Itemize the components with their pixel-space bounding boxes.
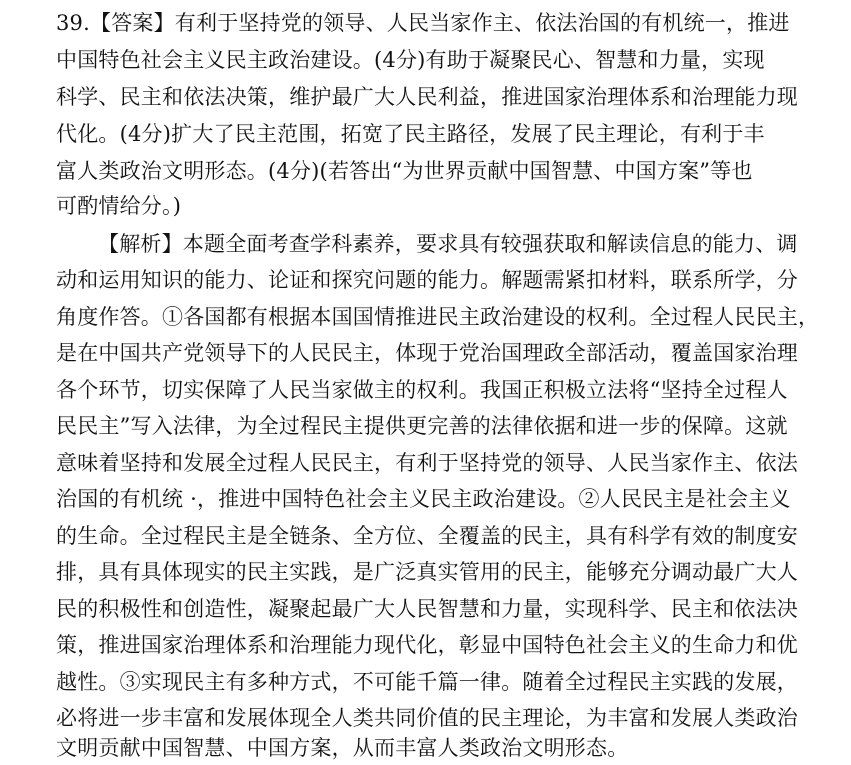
analysis-line: 民民主”写入法律，为全过程民主提供更完善的法律依据和进一步的保障。这就 — [56, 414, 788, 438]
analysis-line: 是在中国共产党领导下的人民民主，体现于党治国理政全部活动，覆盖国家治理 — [56, 341, 798, 365]
answer-line: 富人类政治文明形态。(4分)(若答出“为世界贡献中国智慧、中国方案”等也 — [56, 159, 753, 183]
analysis-line: 各个环节，切实保障了人民当家做主的权利。我国正积极立法将“坚持全过程人 — [56, 378, 788, 402]
analysis-line: 角度作答。①各国都有根据本国国情推进民主政治建设的权利。全过程人民民主， — [56, 305, 820, 329]
analysis-line: 治国的有机统 ·，推进中国特色社会主义民主政治建设。②人民民主是社会主义 — [56, 487, 791, 511]
answer-line: 科学、民主和依法决策，维护最广大人民利益，推进国家治理体系和治理能力现 — [56, 85, 798, 109]
analysis-line: 动和运用知识的能力、论证和探究问题的能力。解题需紧扣材料，联系所学，分 — [56, 268, 798, 292]
answer-line: 代化。(4分)扩大了民主范围，拓宽了民主路径，发展了民主理论，有利于丰 — [56, 122, 765, 146]
analysis-line: 策，推进国家治理体系和治理能力现代化，彰显中国特色社会主义的生命力和优 — [56, 633, 798, 657]
analysis-line: 意味着坚持和发展全过程人民民主，有利于坚持党的领导、人民当家作主、依法 — [56, 451, 798, 475]
analysis-line: 文明贡献中国智慧、中国方案，从而丰富人类政治文明形态。 — [56, 736, 629, 760]
answer-line: 可酌情给分。) — [56, 194, 182, 218]
analysis-line: 民的积极性和创造性，凝聚起最广大人民智慧和力量，实现科学、民主和依法决 — [56, 597, 798, 621]
analysis-line: 的生命。全过程民主是全链条、全方位、全覆盖的民主，具有科学有效的制度安 — [56, 524, 798, 548]
analysis-line: 排，具有具体现实的民主实践，是广泛真实管用的民主，能够充分调动最广大人 — [56, 560, 798, 584]
analysis-line: 【解析】本题全面考查学科素养，要求具有较强获取和解读信息的能力、调 — [98, 232, 798, 256]
answer-line: 39.【答案】有利于坚持党的领导、人民当家作主、依法治国的有机统一，推进 — [56, 11, 790, 35]
analysis-line: 越性。③实现民主有多种方式，不可能千篇一律。随着全过程民主实践的发展， — [56, 670, 798, 694]
answer-line: 中国特色社会主义民主政治建设。(4分)有助于凝聚民心、智慧和力量，实现 — [56, 48, 765, 72]
analysis-line: 必将进一步丰富和发展体现全人类共同价值的民主理论，为丰富和发展人类政治 — [56, 706, 798, 730]
